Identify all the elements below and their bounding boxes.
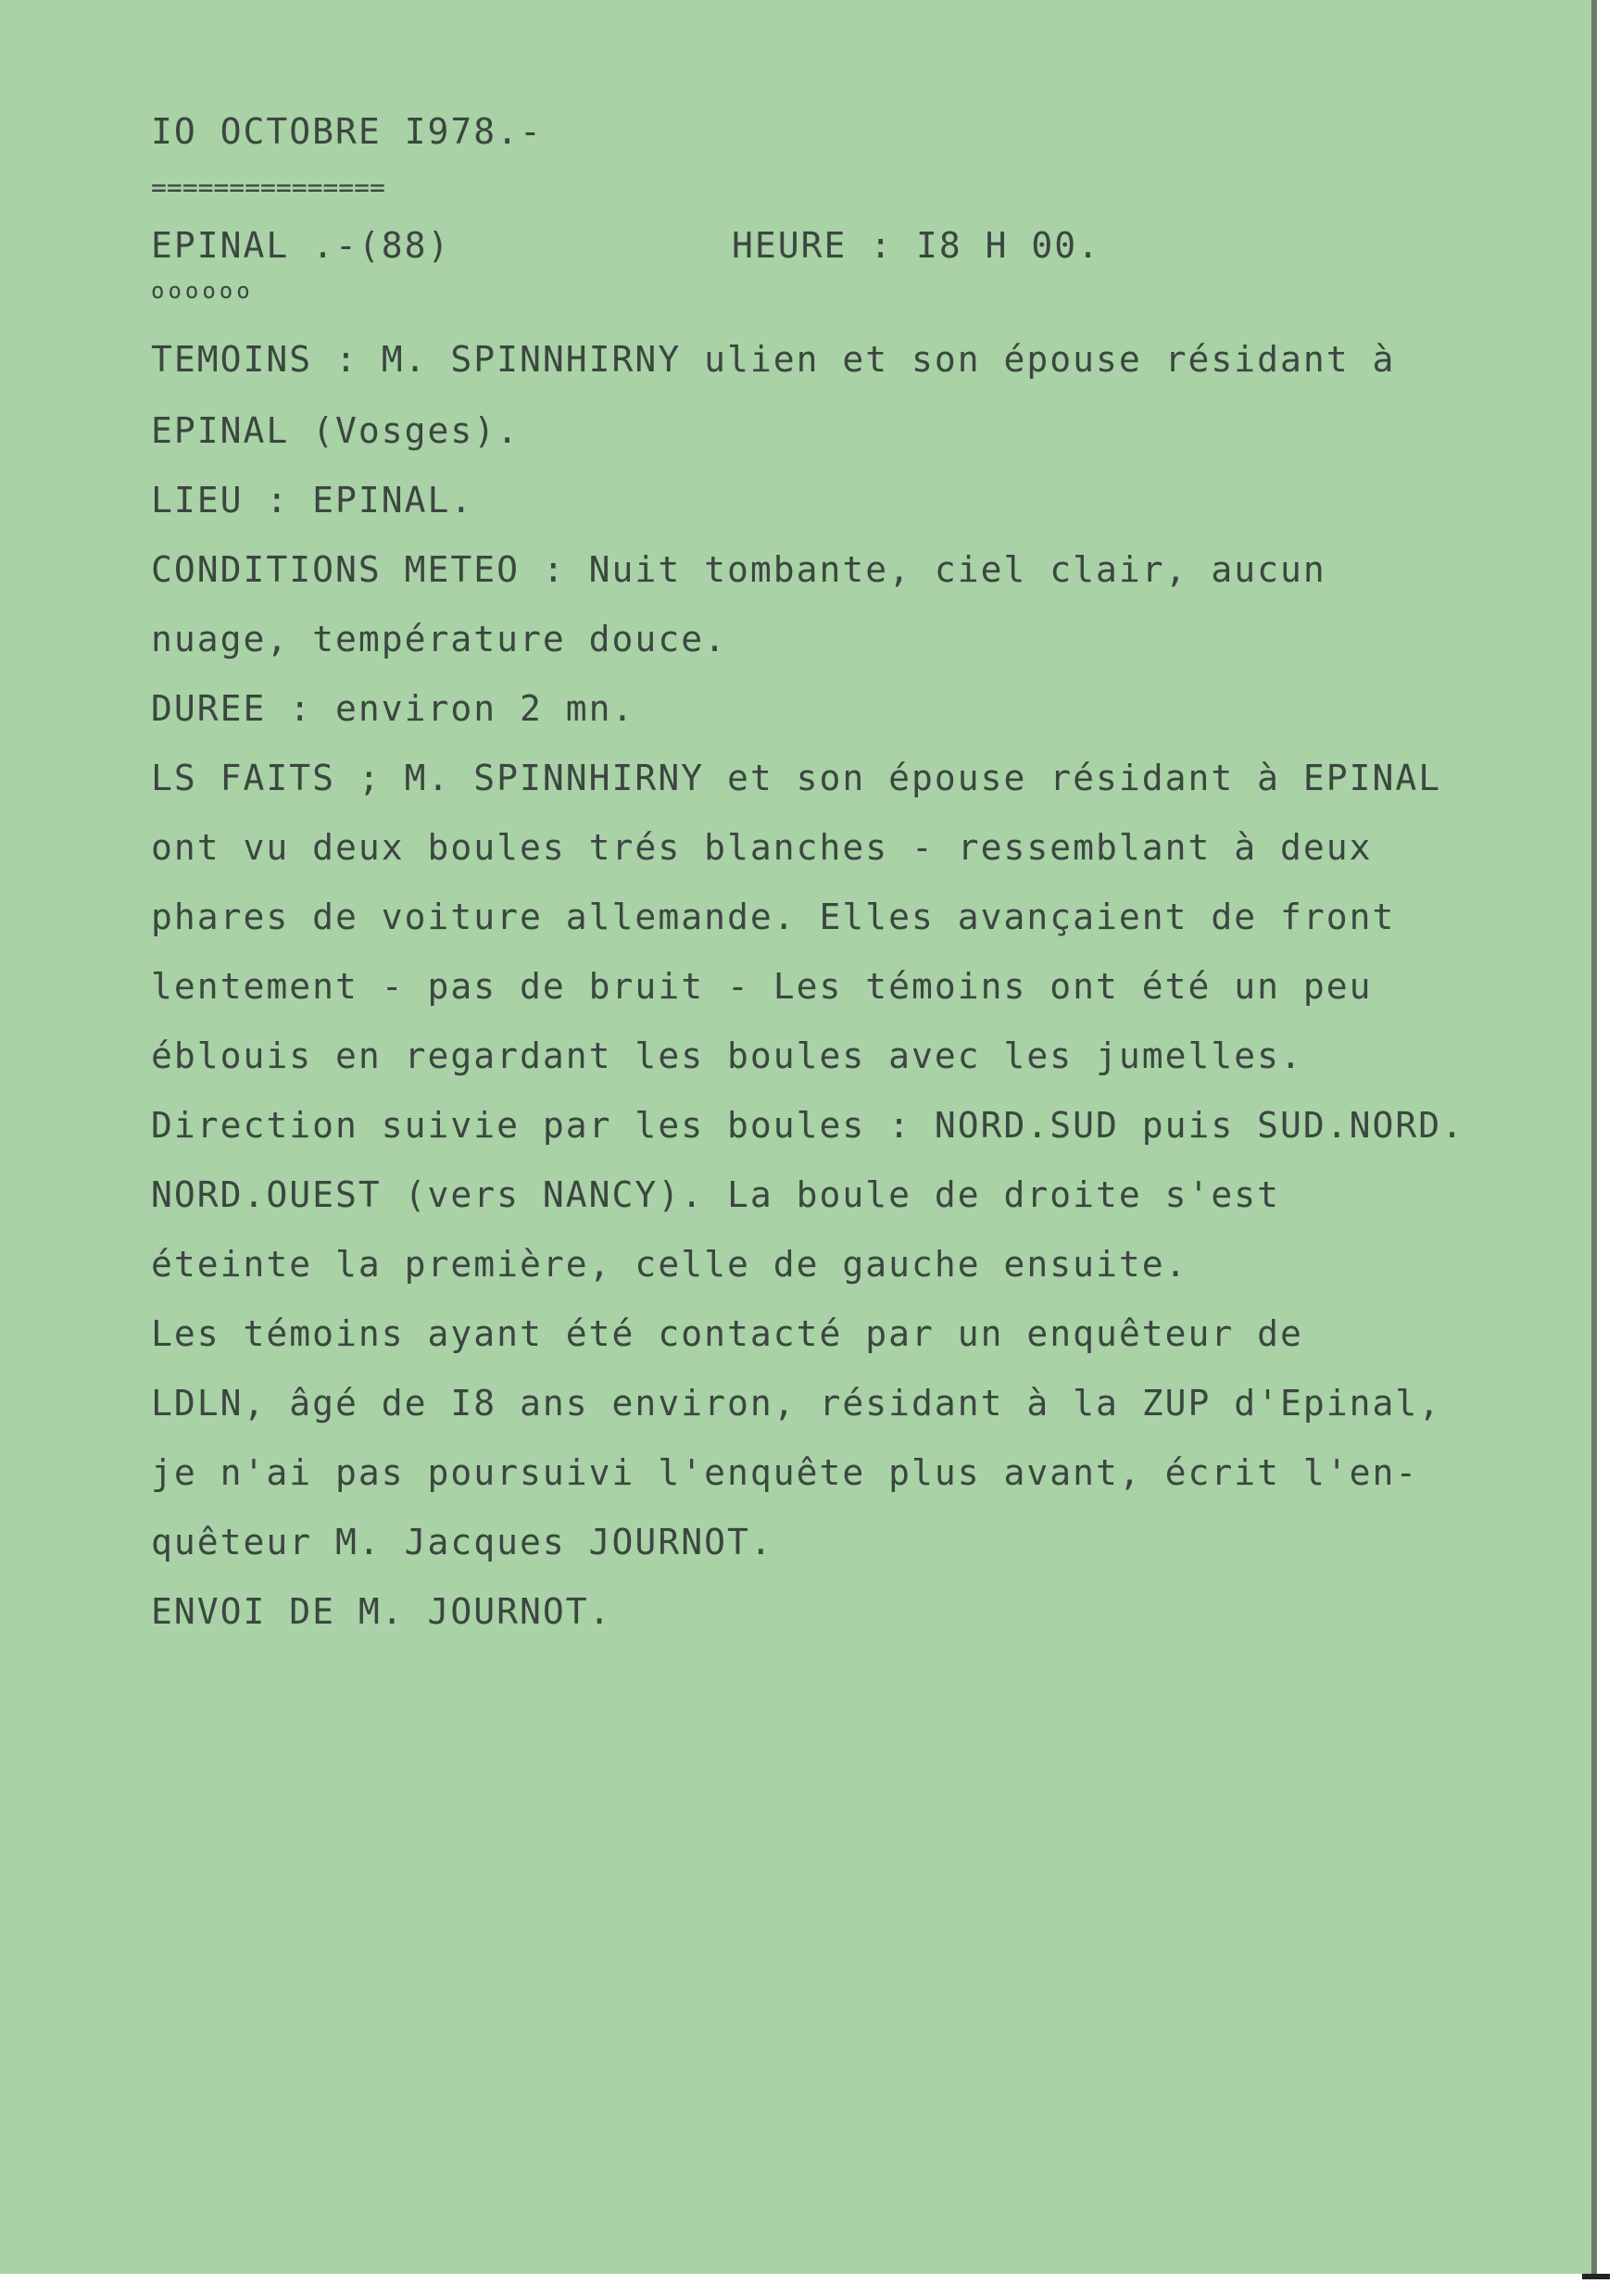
body-line: ont vu deux boules trés blanches - ressemblant à deux (151, 827, 1373, 868)
body-line: NORD.OUEST (vers NANCY). La boule de droite s'est (151, 1174, 1281, 1215)
separator-circles: oooooo (151, 278, 254, 304)
body-line: LDLN, âgé de I8 ans environ, résidant à la ZUP d'Epinal, (151, 1383, 1442, 1424)
report-date: IO OCTOBRE I978.- (151, 111, 543, 152)
body-line: EPINAL (Vosges). (151, 410, 521, 451)
body-line: TEMOINS : M. SPINNHIRNY ulien et son épouse résidant à (151, 339, 1396, 380)
date-underline: =============== (151, 172, 385, 203)
body-line: LS FAITS ; M. SPINNHIRNY et son épouse résidant à EPINAL (151, 758, 1442, 798)
report-time: HEURE : I8 H 00. (732, 225, 1101, 266)
body-line: quêteur M. Jacques JOURNOT. (151, 1522, 773, 1562)
body-line: LIEU : EPINAL. (151, 480, 474, 521)
body-line: éteinte la première, celle de gauche ensuite. (151, 1244, 1188, 1285)
body-line: DUREE : environ 2 mn. (151, 688, 635, 729)
body-line: éblouis en regardant les boules avec les jumelles. (151, 1035, 1303, 1076)
body-line: nuage, température douce. (151, 619, 727, 659)
body-line: Les témoins ayant été contacté par un enquêteur de (151, 1313, 1303, 1354)
body-line: lentement - pas de bruit - Les témoins ont été un peu (151, 966, 1373, 1007)
body-line: phares de voiture allemande. Elles avançaient de front (151, 897, 1396, 937)
scan-edge-mark (1582, 2274, 1610, 2279)
body-line: Direction suivie par les boules : NORD.SUD puis SUD.NORD. (151, 1105, 1465, 1146)
body-line: ENVOI DE M. JOURNOT. (151, 1591, 612, 1632)
body-line: CONDITIONS METEO : Nuit tombante, ciel clair, aucun (151, 549, 1326, 590)
report-place: EPINAL .-(88) (151, 225, 451, 266)
body-line: je n'ai pas poursuivi l'enquête plus avant, écrit l'en- (151, 1452, 1419, 1493)
